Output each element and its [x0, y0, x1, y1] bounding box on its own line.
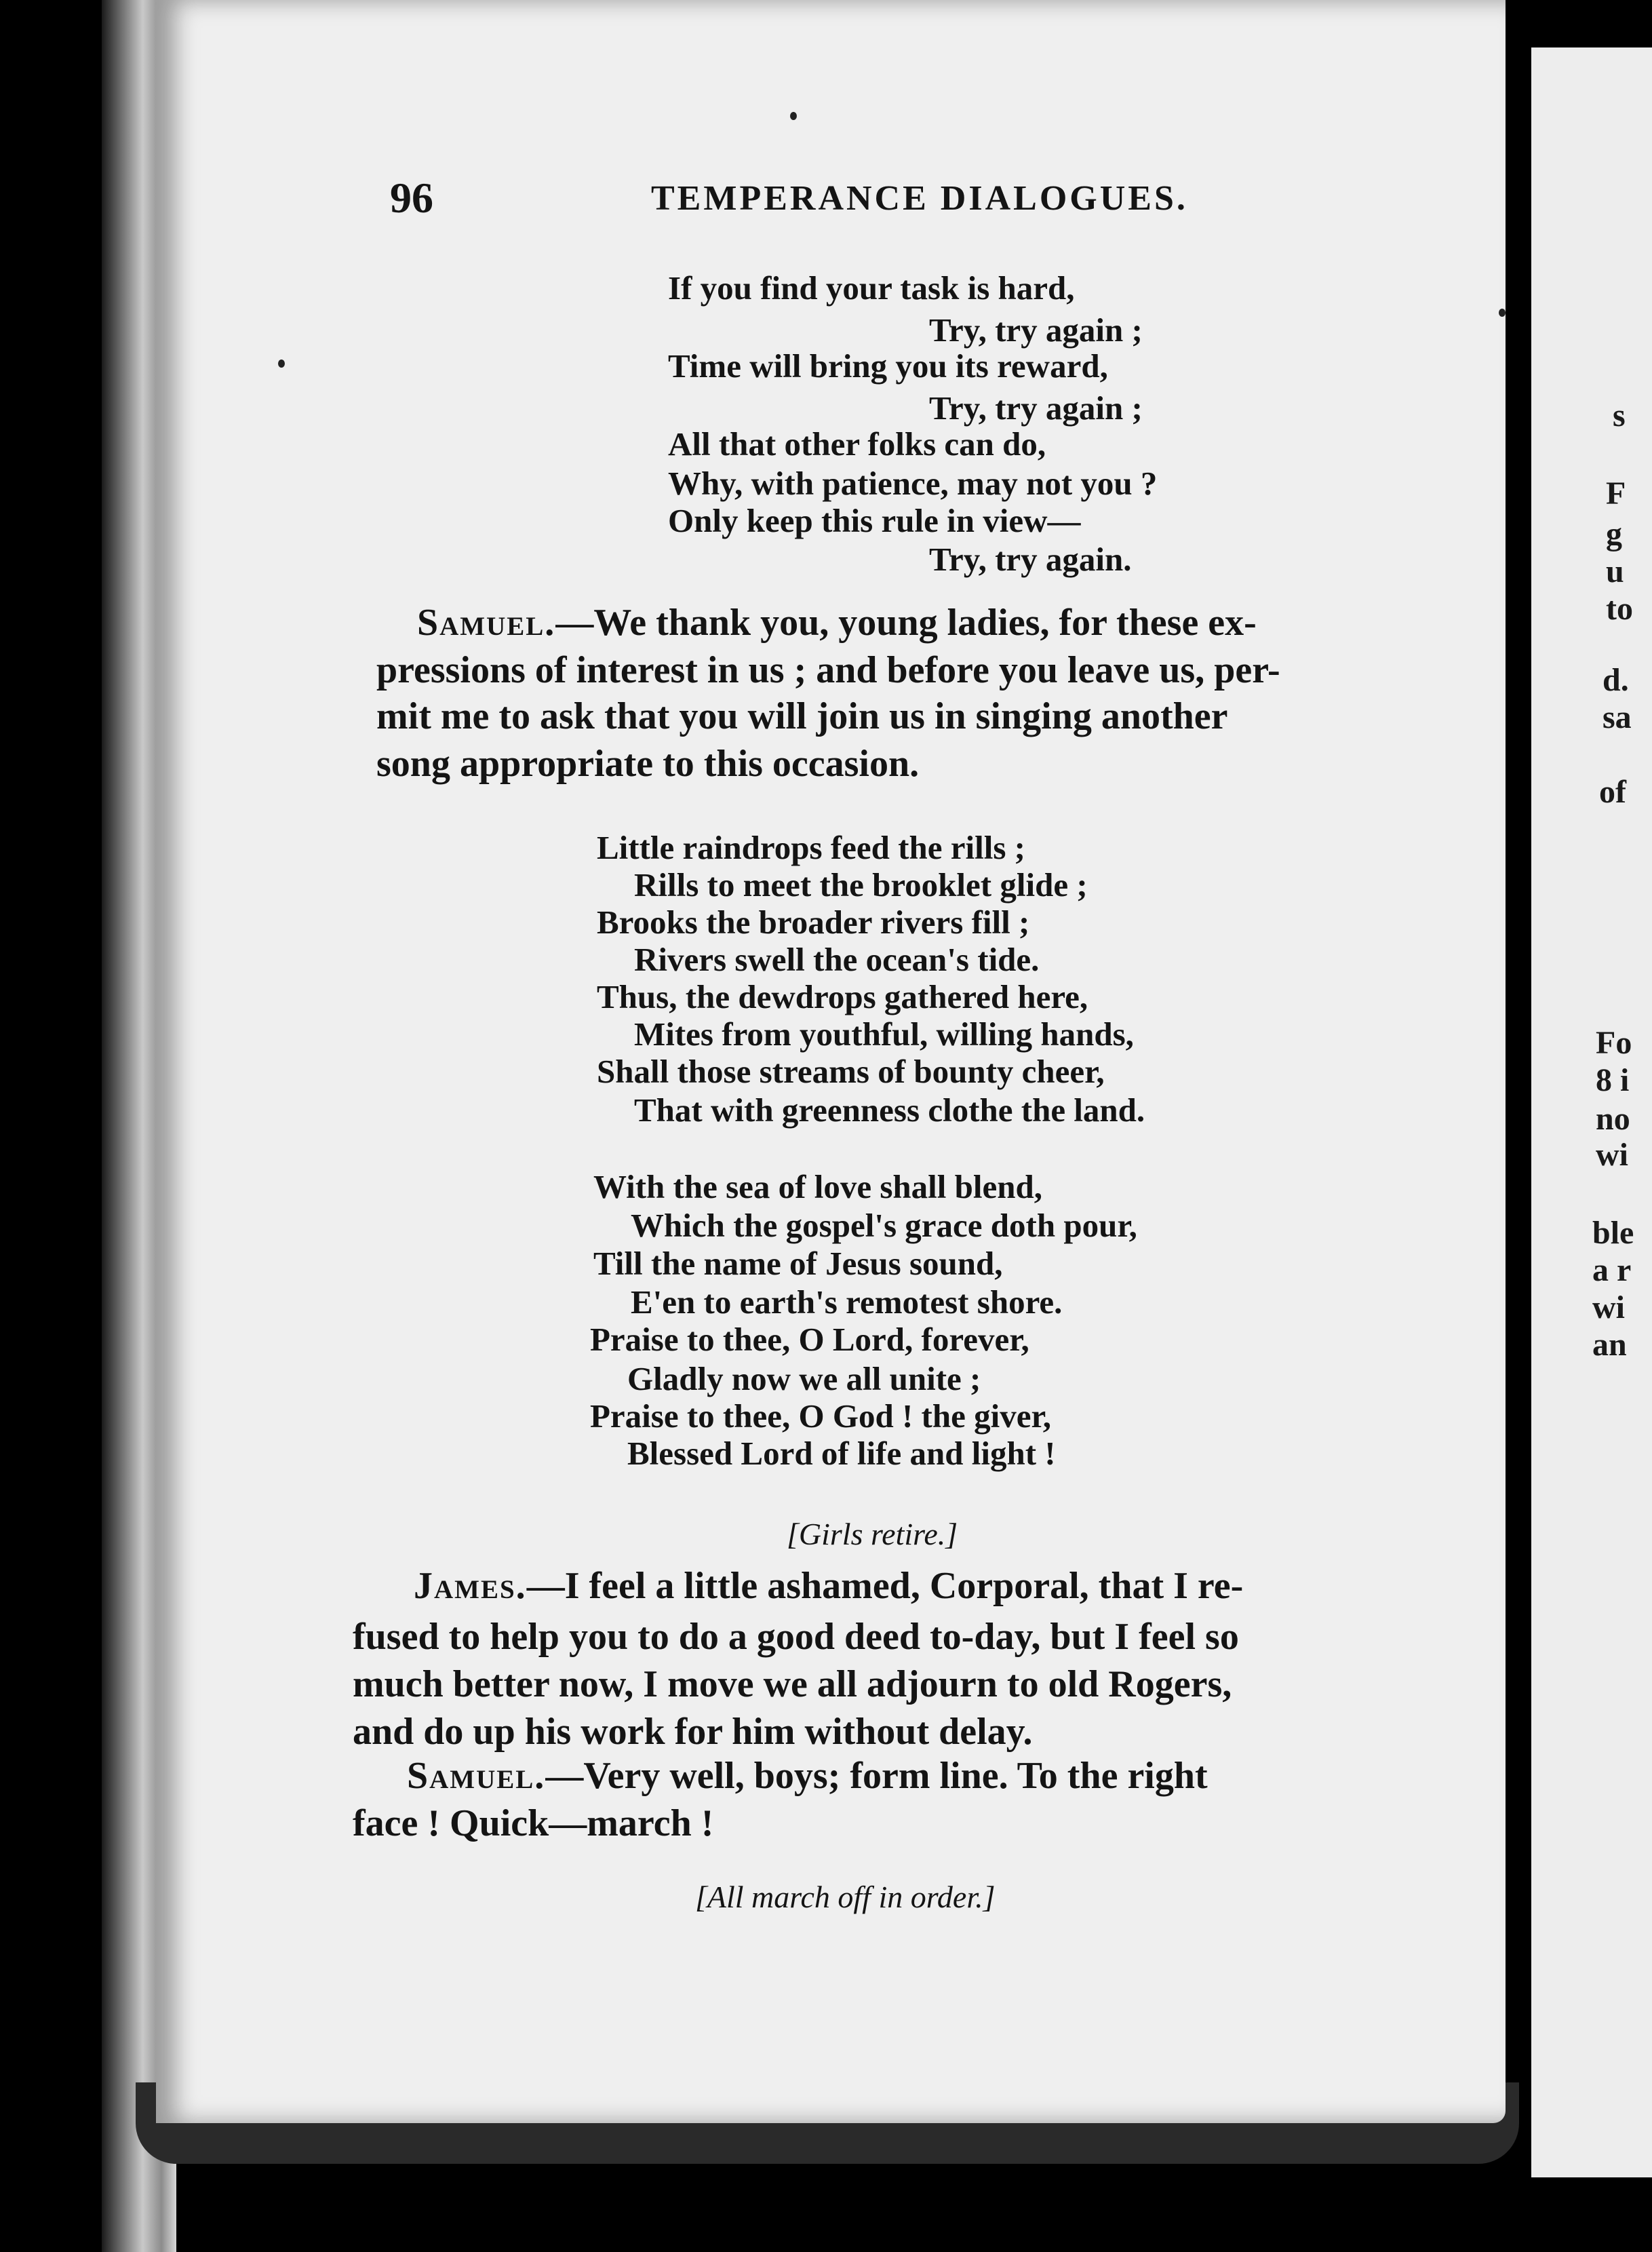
facing-page-fragment: F	[1606, 475, 1626, 511]
speech-line: fused to help you to do a good deed to-day, but I feel so	[353, 1616, 1239, 1658]
poem-line: Till the name of Jesus sound,	[593, 1245, 1003, 1282]
page-number: 96	[390, 174, 433, 222]
poem-line: Time will bring you its reward,	[668, 347, 1108, 385]
poem-line: Which the gospel's grace doth pour,	[631, 1207, 1137, 1244]
facing-page-fragment: ble	[1592, 1215, 1634, 1251]
facing-page-fragment: sa	[1602, 699, 1632, 735]
speech-line: face ! Quick—march !	[353, 1802, 714, 1844]
poem-line: Rills to meet the brooklet glide ;	[634, 866, 1088, 904]
facing-page-fragment: no	[1596, 1101, 1630, 1137]
speaker-name: Samuel.	[417, 602, 556, 644]
speech-line: pressions of interest in us ; and before you leave us, per-	[376, 649, 1280, 691]
facing-page-fragment: a r	[1592, 1252, 1632, 1288]
speaker-name: Samuel.	[407, 1755, 546, 1797]
poem-line: With the sea of love shall blend,	[593, 1168, 1043, 1205]
poem-line: Praise to thee, O God ! the giver,	[590, 1397, 1051, 1435]
print-speck	[790, 112, 797, 120]
speech-line: mit me to ask that you will join us in singing another	[376, 695, 1228, 737]
facing-page-fragment: u	[1606, 554, 1624, 589]
poem-line: All that other folks can do,	[668, 425, 1046, 463]
poem-line: Little raindrops feed the rills ;	[597, 829, 1025, 866]
book-page	[156, 0, 1506, 2123]
poem-line: Blessed Lord of life and light !	[627, 1435, 1056, 1472]
poem-line: Rivers swell the ocean's tide.	[634, 941, 1040, 978]
poem-line: Mites from youthful, willing hands,	[634, 1015, 1134, 1053]
speech-line: Samuel.—Very well, boys; form line. To the right	[407, 1755, 1208, 1797]
speech-line: much better now, I move we all adjourn to old Rogers,	[353, 1663, 1232, 1705]
facing-page-fragment: of	[1599, 774, 1626, 810]
print-speck	[278, 360, 285, 368]
facing-page-fragment: Fo	[1596, 1025, 1632, 1061]
poem-line: Only keep this rule in view—	[668, 502, 1081, 539]
speech-line: Samuel.—We thank you, young ladies, for these ex-	[417, 602, 1257, 644]
poem-line: Try, try again ;	[929, 311, 1143, 349]
stage-direction: [Girls retire.]	[787, 1517, 958, 1551]
speech-line: James.—I feel a little ashamed, Corporal, that I re-	[414, 1565, 1244, 1607]
running-head: TEMPERANCE DIALOGUES.	[651, 179, 1188, 218]
poem-line: Praise to thee, O Lord, forever,	[590, 1321, 1029, 1358]
facing-page-fragment: 8 i	[1596, 1062, 1630, 1098]
poem-line: Gladly now we all unite ;	[627, 1360, 981, 1397]
print-speck	[1499, 309, 1506, 317]
facing-page-fragment: s	[1613, 397, 1626, 433]
speech-line: song appropriate to this occasion.	[376, 743, 920, 785]
facing-page-fragment: g	[1606, 516, 1622, 552]
poem-line: That with greenness clothe the land.	[634, 1091, 1145, 1129]
poem-line: Why, with patience, may not you ?	[668, 465, 1158, 502]
facing-page-fragment: wi	[1596, 1137, 1628, 1173]
poem-line: Shall those streams of bounty cheer,	[597, 1053, 1105, 1090]
stage-direction: [All march off in order.]	[695, 1880, 996, 1914]
poem-line: If you find your task is hard,	[668, 269, 1075, 307]
facing-page-fragment: to	[1606, 591, 1633, 627]
facing-page-fragment: d.	[1602, 662, 1629, 698]
page-header	[390, 173, 1370, 220]
speech-line: and do up his work for him without delay.	[353, 1711, 1033, 1753]
poem-line: Thus, the dewdrops gathered here,	[597, 978, 1088, 1015]
poem-line: Try, try again ;	[929, 389, 1143, 427]
poem-line: E'en to earth's remotest shore.	[631, 1283, 1063, 1321]
facing-page-fragment: an	[1592, 1327, 1627, 1363]
facing-page-fragment: wi	[1592, 1289, 1625, 1325]
poem-line: Brooks the broader rivers fill ;	[597, 904, 1030, 941]
speaker-name: James.	[414, 1565, 527, 1607]
poem-line: Try, try again.	[929, 541, 1132, 578]
facing-page-edge	[1531, 47, 1652, 2177]
